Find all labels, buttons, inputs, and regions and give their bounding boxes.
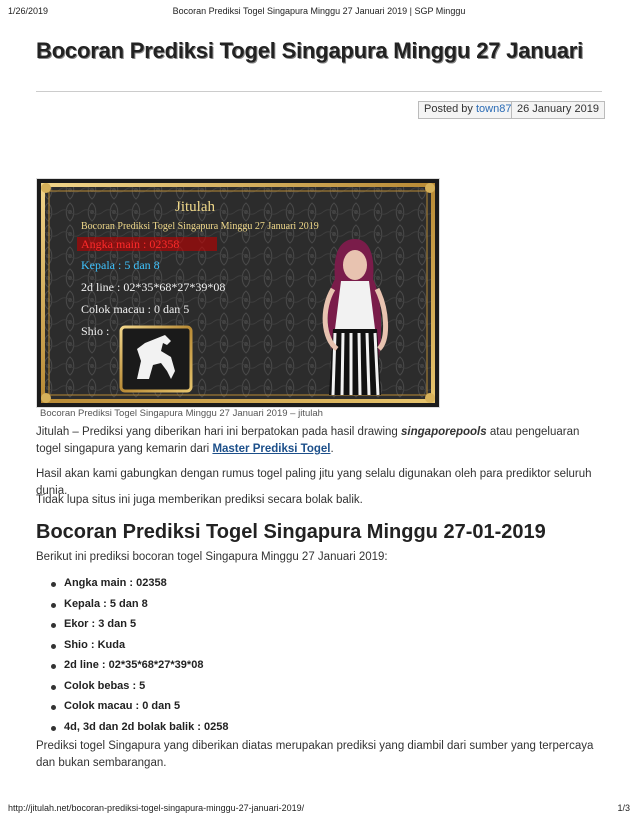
banner-kepala: Kepala : 5 dan 8: [81, 258, 160, 272]
posted-by-label: Posted by: [424, 103, 473, 115]
print-page-title: Bocoran Prediksi Togel Singapura Minggu 27 Januari 2019 | SGP Minggu: [172, 6, 466, 16]
banner-2d-line: 2d line : 02*35*68*27*39*08: [81, 280, 226, 294]
list-item: 4d, 3d dan 2d bolak balik : 0258: [36, 717, 228, 738]
section-heading: Bocoran Prediksi Togel Singapura Minggu 27-01-2019: [36, 521, 546, 543]
intro-paragraph-1: Jitulah – Prediksi yang diberikan hari ini berpatokan pada hasil drawing singaporepools atau pengeluaran togel singapura yang kemarin dari Master Prediksi Togel.: [36, 426, 580, 455]
list-item: Kepala : 5 dan 8: [36, 594, 228, 615]
banner-colok-macau: Colok macau : 0 dan 5: [81, 302, 190, 316]
list-item: Colok bebas : 5: [36, 676, 228, 697]
banner-brand: Jitulah: [175, 199, 215, 215]
author-link[interactable]: town87: [475, 103, 512, 115]
page-number: 1/3: [617, 803, 630, 813]
posted-by-badge: [418, 101, 517, 119]
intro-paragraph-3: Tidak lupa situs ini juga memberikan prediksi secara bolak balik.: [36, 494, 363, 506]
post-date-badge: 26 January 2019: [511, 101, 605, 119]
banner-angka-main: Angka main : 02358: [81, 237, 180, 251]
list-item: Shio : Kuda: [36, 635, 228, 656]
print-header: [8, 6, 630, 18]
print-date: 1/26/2019: [8, 6, 49, 16]
article-title: Bocoran Prediksi Togel Singapura Minggu 27 Januari: [36, 38, 584, 63]
intro-paragraph-2: Hasil akan kami gabungkan dengan rumus togel paling jitu yang selalu digunakan oleh para prediktor seluruh dunia.: [36, 468, 592, 497]
section-lead: Berikut ini prediksi bocoran togel Singapura Minggu 27 Januari 2019:: [36, 551, 388, 563]
title-divider: [36, 91, 602, 92]
list-item: Angka main : 02358: [36, 573, 228, 594]
master-prediksi-link[interactable]: Master Prediksi Togel: [212, 443, 331, 455]
print-url: http://jitulah.net/bocoran-prediksi-togel-singapura-minggu-27-januari-2019/: [8, 803, 305, 813]
singaporepools-emphasis: singaporepools: [401, 426, 487, 438]
closing-paragraph: Prediksi togel Singapura yang diberikan diatas merupakan prediksi yang diambil dari sumber yang terpercaya dan bukan sembarangan.: [36, 740, 594, 769]
banner-headline: Bocoran Prediksi Togel Singapura Minggu 27 Januari 2019: [81, 221, 319, 232]
list-item: 2d line : 02*35*68*27*39*08: [36, 655, 228, 676]
prediction-list: [36, 573, 228, 737]
banner-caption: Bocoran Prediksi Togel Singapura Minggu 27 Januari 2019 – jitulah: [40, 408, 323, 419]
list-item: Colok macau : 0 dan 5: [36, 696, 228, 717]
print-footer: [8, 803, 630, 813]
list-item: Ekor : 3 dan 5: [36, 614, 228, 635]
prediction-banner-image: [36, 178, 440, 408]
horse-emblem-icon: [121, 327, 191, 391]
banner-shio: Shio :: [81, 324, 110, 338]
